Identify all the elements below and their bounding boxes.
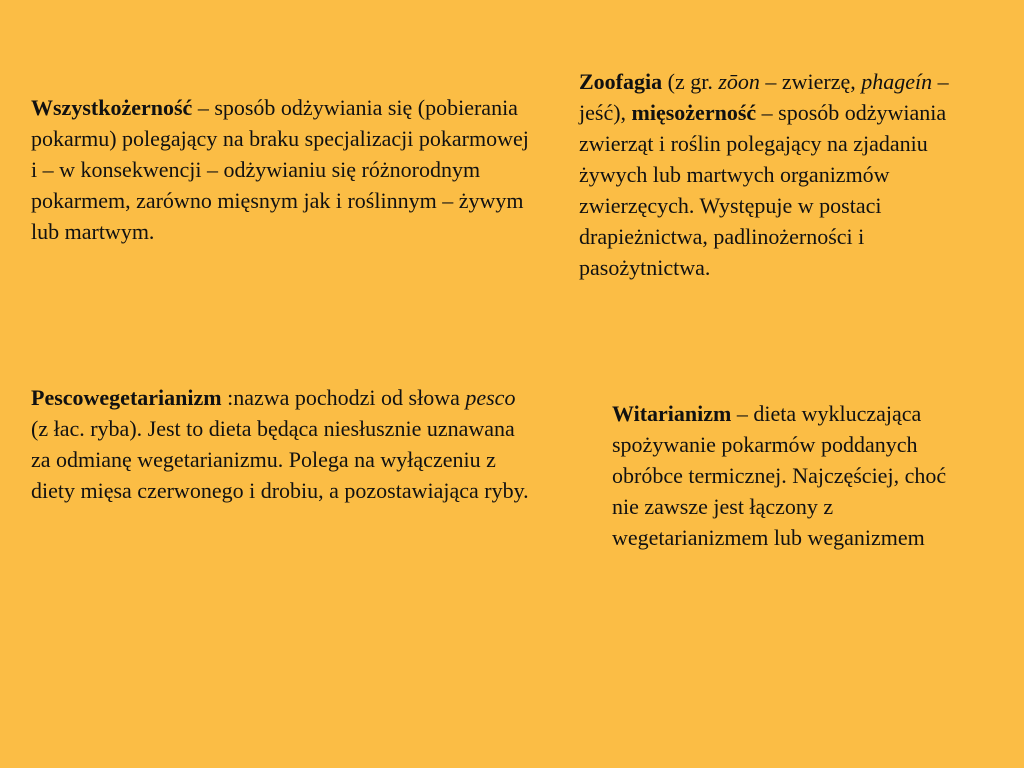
definition-wszystkozernosc <box>31 92 536 247</box>
definition-text: – jeść), <box>579 69 949 125</box>
definition-text: :nazwa pochodzi od słowa <box>221 385 466 410</box>
term-miesozernosc: mięsożerność <box>631 100 757 125</box>
definition-text: (z łac. ryba). Jest to dieta będąca niesłusznie uznawana za odmianę wegetarianizmu. Polega na wyłączeniu z diety mięsa czerwonego i drobiu, a pozostawiająca ryby. <box>31 416 529 503</box>
definition-pescowegetarianizm <box>31 382 536 506</box>
definition-text: – sposób odżywiania zwierząt i roślin polegający na zjadaniu żywych lub martwych organizmów zwierzęcych. Występuje w postaci drapieżnictwa, padlinożerności i pasożytnictwa. <box>579 100 947 280</box>
term-pescowegetarianizm: Pescowegetarianizm <box>31 385 222 410</box>
definition-witarianizm <box>612 398 957 553</box>
definition-text: – sposób odżywiania się (pobierania pokarmu) polegający na braku specjalizacji pokarmowej i – w konsekwencji – odżywianiu się różnorodnym pokarmem, zarówno mięsnym jak i roślinnym – żywym lub martwym. <box>31 95 529 244</box>
term-witarianizm: Witarianizm <box>612 401 732 426</box>
greek-word-phagein: phageín <box>861 69 933 94</box>
definition-text: – dieta wykluczająca spożywanie pokarmów poddanych obróbce termicznej. Najczęściej, choć nie zawsze jest łączony z wegetarianizmem lub weganizmem <box>612 401 947 550</box>
term-wszystkozernosc: Wszystkożerność <box>31 95 193 120</box>
latin-word-pesco: pesco <box>465 385 516 410</box>
definition-text: – zwierzę, <box>759 69 862 94</box>
greek-word-zoon: zōon <box>718 69 760 94</box>
term-zoofagia: Zoofagia <box>579 69 663 94</box>
definition-text: (z gr. <box>662 69 719 94</box>
definition-zoofagia <box>579 66 999 283</box>
